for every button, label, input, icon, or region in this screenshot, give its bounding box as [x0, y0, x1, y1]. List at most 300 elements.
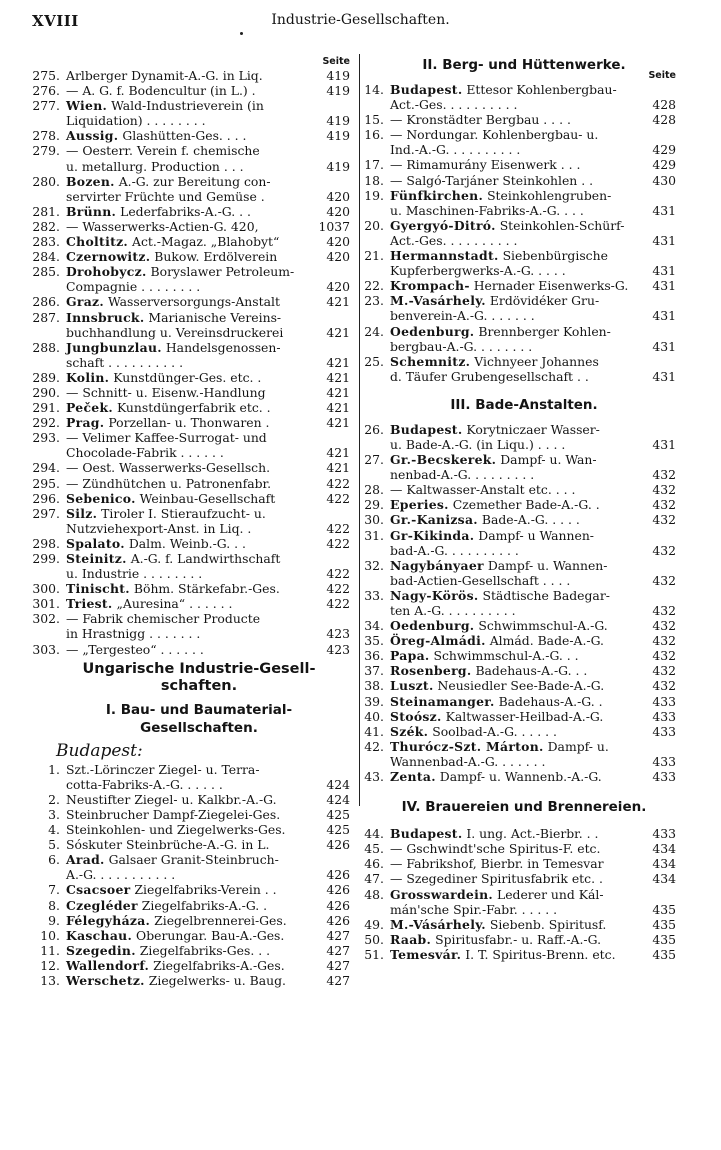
entry-name: Siebenb. Spiritusf.	[489, 916, 607, 932]
entry-number: 41.	[364, 723, 384, 739]
entry-place: Nagy-Körös.	[390, 587, 479, 603]
entry-place: Czegléder	[66, 897, 138, 913]
index-entry	[364, 946, 676, 962]
entry-list-berg	[364, 82, 676, 384]
index-entry	[364, 738, 676, 769]
entry-name: Erdövidéker Gru-	[489, 293, 600, 309]
entry-page: 426	[326, 837, 350, 853]
entry-name: Lederer und Kál-	[496, 886, 604, 902]
entry-place: Temesvár.	[390, 946, 462, 962]
entry-place: Sebenico.	[66, 490, 136, 506]
entry-place: Innsbruck.	[66, 309, 145, 325]
entry-page: 422	[326, 490, 350, 506]
entry-place: Csacsoer	[66, 882, 131, 898]
entry-place: Nagybányaer	[390, 557, 484, 573]
entry-page: 421	[326, 324, 350, 340]
entry-number: 6.	[48, 852, 60, 868]
entry-page: 420	[326, 203, 350, 219]
entry-place: Fünfkirchen.	[390, 187, 484, 203]
entry-page: 425	[326, 822, 350, 838]
entry-page: 434	[652, 841, 676, 857]
entry-number: 49.	[364, 916, 384, 932]
index-entry	[32, 203, 350, 219]
entry-place: Tinischt.	[66, 581, 130, 597]
entry-number: 293.	[32, 430, 60, 446]
entry-number: 14.	[364, 82, 384, 97]
entry-name: Marianische Vereins-	[148, 309, 282, 325]
entry-number: 43.	[364, 769, 384, 785]
index-entry	[48, 792, 350, 807]
entry-place: Grosswardein.	[390, 886, 494, 902]
entry-place: Gr-Kikinda.	[390, 527, 475, 543]
entry-name: Boryslawer Petroleum-	[150, 264, 295, 280]
entry-number: 287.	[32, 309, 60, 325]
index-entry	[32, 415, 350, 431]
seite-label: Seite	[322, 56, 350, 67]
entry-number: 44.	[364, 826, 384, 842]
index-entry	[364, 248, 676, 279]
entry-page: 429	[652, 142, 676, 158]
index-entry	[364, 769, 676, 785]
entry-name-continued: Nutzviehexport-Anst. in Liq. .	[66, 520, 252, 536]
index-entry	[32, 68, 350, 83]
entry-page: 431	[652, 436, 676, 452]
entry-page: 431	[652, 308, 676, 324]
entry-number: 281.	[32, 203, 60, 219]
index-entry	[364, 663, 676, 679]
entry-number: 26.	[364, 421, 384, 437]
entry-number: 39.	[364, 693, 384, 709]
entry-name: I. T. Spiritus-Brenn. etc.	[465, 946, 616, 962]
entry-name: — Szegediner Spiritusfabrik etc. .	[390, 871, 603, 887]
entry-page: 426	[326, 897, 350, 913]
entry-name-continued: bad-A.-G. . . . . . . . . .	[390, 542, 519, 558]
entry-name: Glashütten-Ges. . . .	[122, 128, 247, 144]
entry-page: 431	[652, 263, 676, 279]
entry-number: 277.	[32, 98, 60, 114]
entry-number: 22.	[364, 278, 384, 294]
entry-name: Porzellan- u. Thonwaren .	[108, 415, 270, 431]
entry-name: Badehaus-A.-G. . .	[475, 663, 588, 679]
entry-page: 419	[326, 113, 350, 129]
entry-name: Ziegelfabriks-Ges. . .	[139, 942, 271, 958]
left-column	[32, 56, 350, 988]
index-entry	[364, 708, 676, 724]
entry-number: 34.	[364, 618, 384, 634]
entry-name: Badehaus-A.-G. .	[498, 693, 603, 709]
entry-name: Neusiedler See-Bade-A.-G.	[437, 678, 605, 694]
entry-page: 419	[326, 128, 350, 144]
entry-number: 33.	[364, 587, 384, 603]
entry-number: 38.	[364, 678, 384, 694]
entry-page: 422	[326, 520, 350, 536]
entry-number: 20.	[364, 217, 384, 233]
entry-page: 419	[326, 158, 350, 174]
entry-page: 432	[652, 678, 676, 694]
entry-number: 298.	[32, 535, 60, 551]
entry-page: 423	[326, 641, 350, 657]
entry-name-continued: mán'sche Spir.-Fabr. . . . . .	[390, 901, 558, 917]
entry-name: Ziegelwerks- u. Baug.	[148, 972, 286, 988]
entry-page: 421	[326, 460, 350, 476]
entry-page: 435	[652, 931, 676, 947]
entry-name-continued: schaft . . . . . . . . . .	[66, 354, 184, 370]
section-heading-bade: III. Bade-Anstalten.	[450, 396, 598, 413]
entry-page: 433	[652, 693, 676, 709]
entry-number: 2.	[48, 791, 60, 807]
entry-name: Neustifter Ziegel- u. Kalkbr.-A.-G.	[66, 791, 277, 807]
entry-page: 421	[326, 294, 350, 310]
entry-name: Wald-Industrieverein (in	[111, 98, 264, 114]
entry-number: 18.	[364, 172, 384, 188]
entry-number: 279.	[32, 143, 60, 159]
seite-label: Seite	[648, 70, 676, 81]
entry-page: 421	[326, 384, 350, 400]
entry-name: Steinbrucher Dampf-Ziegelei-Ges.	[66, 806, 281, 822]
entry-name: Bukow. Erdölverein	[154, 249, 278, 265]
section-heading-brauereien: IV. Brauereien und Brennereien.	[401, 799, 647, 816]
entry-number: 23.	[364, 293, 384, 309]
entry-place: Hermannstadt.	[390, 248, 499, 264]
entry-number: 15.	[364, 112, 384, 128]
index-entry	[32, 264, 350, 295]
index-entry	[32, 249, 350, 265]
index-entry	[364, 217, 676, 248]
heading-line: schaften.	[160, 677, 238, 694]
entry-number: 45.	[364, 841, 384, 857]
index-entry	[32, 400, 350, 416]
entry-page: 431	[652, 278, 676, 294]
entry-number: 28.	[364, 482, 384, 498]
entry-page: 424	[326, 776, 350, 792]
index-entry	[364, 112, 676, 128]
entry-page: 432	[652, 542, 676, 558]
entry-page: 421	[326, 445, 350, 461]
entry-place: Eperies.	[390, 497, 449, 513]
city-heading: Budapest:	[56, 740, 143, 761]
entry-page: 419	[326, 83, 350, 99]
entry-name: Kaltwasser-Heilbad-A.-G.	[445, 708, 604, 724]
entry-place: Drohobycz.	[66, 264, 147, 280]
entry-page: 431	[652, 338, 676, 354]
entry-number: 289.	[32, 369, 60, 385]
entry-name: Böhm. Stärkefabr.-Ges.	[133, 581, 280, 597]
entry-page: 425	[326, 806, 350, 822]
index-entry	[364, 618, 676, 634]
entry-place: Rosenberg.	[390, 663, 472, 679]
entry-number: 1.	[48, 761, 60, 777]
entry-name: Kunstdünger-Ges. etc. .	[113, 369, 262, 385]
entry-place: Budapest.	[390, 82, 463, 97]
entry-number: 282.	[32, 218, 60, 234]
index-entry	[48, 822, 350, 837]
entry-name: — Oest. Wasserwerks-Gesellsch.	[66, 460, 271, 476]
entry-name: Vichnyeer Johannes	[474, 353, 599, 369]
entry-page: 435	[652, 946, 676, 962]
entry-name: — Wasserwerks-Actien-G. 420,	[66, 218, 259, 234]
entry-name: Ziegelfabriks-Verein . .	[134, 882, 277, 898]
index-entry	[32, 309, 350, 340]
entry-place: Peček.	[66, 400, 113, 416]
entry-number: 21.	[364, 248, 384, 264]
entry-number: 37.	[364, 663, 384, 679]
entry-page: 432	[652, 633, 676, 649]
entry-page: 432	[652, 497, 676, 513]
heading-line: Ungarische Industrie-Gesell-	[82, 660, 316, 677]
entry-name-continued: bad-Actien-Gesellschaft . . . .	[390, 572, 571, 588]
entry-place: Oedenburg.	[390, 618, 475, 634]
entry-place: Oedenburg.	[390, 323, 475, 339]
entry-name: — Velimer Kaffee-Surrogat- und	[66, 430, 267, 446]
entry-name: I. ung. Act.-Bierbr. . .	[466, 826, 599, 842]
entry-place: Gyergyó-Ditró.	[390, 217, 496, 233]
entry-list-bade	[364, 421, 676, 785]
entry-name: Dalm. Weinb.-G. . .	[128, 535, 246, 551]
entry-number: 30.	[364, 512, 384, 528]
entry-number: 25.	[364, 353, 384, 369]
entry-page: 433	[652, 769, 676, 785]
page-number: XVIII	[32, 12, 79, 30]
entry-place: Kolin.	[66, 369, 110, 385]
entry-number: 283.	[32, 234, 60, 250]
page-header	[0, 8, 721, 32]
entry-place: Brünn.	[66, 203, 117, 219]
section-heading-bau: I. Bau- und Baumaterial-Gesellschaften.	[105, 701, 293, 736]
entry-page: 430	[652, 172, 676, 188]
entry-number: 36.	[364, 648, 384, 664]
index-entry	[364, 157, 676, 173]
page-title: Industrie-Gesellschaften.	[271, 12, 450, 28]
index-entry	[364, 841, 676, 857]
entry-page: 420	[326, 249, 350, 265]
entry-number: 31.	[364, 527, 384, 543]
entry-place: Steinamanger.	[390, 693, 495, 709]
entry-page: 420	[326, 279, 350, 295]
entry-name-continued: buchhandlung u. Vereinsdruckerei	[66, 324, 284, 340]
index-entry	[364, 452, 676, 483]
index-entry	[364, 127, 676, 158]
entry-page: 431	[652, 232, 676, 248]
entry-page: 424	[326, 791, 350, 807]
entry-number: 5.	[48, 837, 60, 853]
entry-page: 434	[652, 871, 676, 887]
index-entry	[364, 278, 676, 294]
index-entry	[32, 551, 350, 582]
entry-page: 432	[652, 648, 676, 664]
entry-name: Sóskuter Steinbrüche-A.-G. in L.	[66, 837, 270, 853]
entry-place: Spalato.	[66, 535, 125, 551]
entry-name: Almád. Bade-A.-G.	[489, 633, 604, 649]
entry-place: Czernowitz.	[66, 249, 151, 265]
entry-place: Szegedin.	[66, 942, 136, 958]
entry-number: 9.	[48, 912, 60, 928]
entry-place: Steinitz.	[66, 551, 127, 566]
entry-name: — A. G. f. Bodencultur (in L.) .	[66, 83, 256, 99]
entry-number: 284.	[32, 249, 60, 265]
entry-number: 17.	[364, 157, 384, 173]
entry-name: Korytniczaer Wasser-	[466, 421, 600, 437]
entry-name: „Auresina“ . . . . . .	[116, 596, 233, 612]
entry-page: 427	[326, 942, 350, 958]
entry-place: Stoósz.	[390, 708, 442, 724]
entry-name-continued: Act.-Ges. . . . . . . . . .	[390, 97, 518, 113]
entry-page: 420	[326, 188, 350, 204]
entry-place: Budapest.	[390, 826, 463, 842]
entry-number: 16.	[364, 127, 384, 143]
entry-name: Steinkohlengruben-	[487, 187, 612, 203]
entry-name: — Rimamurány Eisenwerk . . .	[390, 157, 581, 173]
entry-number: 47.	[364, 871, 384, 887]
entry-place: Triest.	[66, 596, 113, 612]
entry-name-continued: Wannenbad-A.-G. . . . . . .	[390, 753, 546, 769]
entry-number: 50.	[364, 931, 384, 947]
entry-name: Ziegelbrennerei-Ges.	[154, 912, 287, 928]
entry-number: 290.	[32, 384, 60, 400]
entry-number: 294.	[32, 460, 60, 476]
entry-place: Aussig.	[66, 128, 119, 144]
entry-page: 426	[326, 867, 350, 883]
entry-name: Galsaer Granit-Steinbruch-	[108, 852, 279, 868]
entry-number: 48.	[364, 886, 384, 902]
entry-number: 11.	[40, 942, 60, 958]
entry-page: 433	[652, 826, 676, 842]
index-entry	[40, 957, 350, 973]
index-entry	[40, 942, 350, 958]
entry-place: Luszt.	[390, 678, 434, 694]
index-entry	[40, 927, 350, 943]
entry-place: Wallendorf.	[66, 957, 150, 973]
entry-page: 434	[652, 856, 676, 872]
entry-name-continued: u. Industrie . . . . . . . .	[66, 566, 203, 582]
entry-number: 40.	[364, 708, 384, 724]
index-entry	[32, 143, 350, 174]
index-entry	[364, 353, 676, 384]
index-entry	[364, 557, 676, 588]
entry-number: 286.	[32, 294, 60, 310]
entry-place: M.-Vasárhely.	[390, 293, 486, 309]
entry-name: A.-G. zur Bereitung con-	[118, 173, 271, 189]
entry-page: 1037	[318, 218, 350, 234]
index-entry	[32, 83, 350, 99]
entry-name: — Oesterr. Verein f. chemische	[66, 143, 260, 159]
entry-page: 420	[326, 234, 350, 250]
entry-number: 8.	[48, 897, 60, 913]
index-entry	[364, 512, 676, 528]
entry-name-continued: u. metallurg. Production . . .	[66, 158, 244, 174]
entry-place: Bozen.	[66, 173, 115, 189]
entry-page: 429	[652, 157, 676, 173]
entry-list-bau	[40, 761, 350, 988]
entry-number: 7.	[48, 882, 60, 898]
entry-place: Choltitz.	[66, 234, 129, 250]
entry-page: 435	[652, 901, 676, 917]
entry-number: 4.	[48, 822, 60, 838]
index-entry	[364, 527, 676, 558]
entry-name-continued: nenbad-A.-G. . . . . . . . .	[390, 467, 535, 483]
entry-name: Dampf- u. Wannen-	[487, 557, 608, 573]
entry-name: Siebenbürgische	[502, 248, 608, 264]
entry-name: Spiritusfabr.- u. Raff.-A.-G.	[435, 931, 602, 947]
index-entry	[32, 173, 350, 204]
entry-name: Wasserversorgungs-Anstalt	[107, 294, 280, 310]
index-entry	[32, 505, 350, 536]
entry-place: M.-Vásárhely.	[390, 916, 486, 932]
entry-name: — Fabrik chemischer Producte	[66, 611, 261, 627]
entry-name: Hernader Eisenwerks-G.	[473, 278, 629, 294]
entry-name: — Fabrikshof, Bierbr. in Temesvar	[390, 856, 604, 872]
entry-name-continued: bergbau-A.-G. . . . . . . .	[390, 338, 533, 354]
entry-number: 300.	[32, 581, 60, 597]
entry-number: 19.	[364, 187, 384, 203]
index-entry	[32, 369, 350, 385]
entry-number: 278.	[32, 128, 60, 144]
entry-name: Ziegelfabriks-A.-Ges.	[153, 957, 285, 973]
entry-name-continued: u. Maschinen-Fabriks-A.-G. . . .	[390, 202, 584, 218]
entry-number: 46.	[364, 856, 384, 872]
index-entry	[364, 871, 676, 887]
entry-name: Czemether Bade-A.-G. .	[452, 497, 600, 513]
index-entry	[364, 723, 676, 739]
entry-page: 432	[652, 467, 676, 483]
entry-place: Graz.	[66, 294, 104, 310]
section-heading-berg: II. Berg- und Hüttenwerke.	[422, 57, 626, 73]
entry-number: 291.	[32, 400, 60, 416]
entry-name: Lederfabriks-A.-G. . .	[120, 203, 251, 219]
entry-page: 428	[652, 97, 676, 113]
entry-number: 297.	[32, 505, 60, 521]
index-entry	[364, 916, 676, 932]
index-entry	[32, 218, 350, 234]
section-heading-ungarische	[48, 661, 350, 695]
index-entry	[32, 430, 350, 461]
entry-page: 432	[652, 572, 676, 588]
entry-name-continued: Kupferbergwerks-A.-G. . . . .	[390, 263, 566, 279]
entry-page: 422	[326, 475, 350, 491]
index-entry	[48, 762, 350, 792]
index-entry	[32, 641, 350, 657]
entry-number: 10.	[40, 927, 60, 943]
entry-name-continued: u. Bade-A.-G. (in Liqu.) . . . .	[390, 436, 566, 452]
entry-place: Gr.-Becskerek.	[390, 452, 497, 468]
entry-number: 303.	[32, 641, 60, 657]
entry-name: Schwimmschul-A.-G. . .	[433, 648, 579, 664]
entry-place: Szék.	[390, 723, 429, 739]
index-entry	[364, 648, 676, 664]
index-entry	[364, 931, 676, 947]
entry-page: 433	[652, 723, 676, 739]
entry-page: 432	[652, 512, 676, 528]
entry-name: Ettesor Kohlenbergbau-	[466, 82, 617, 97]
entry-name: Dampf- u. Wan-	[500, 452, 597, 468]
index-entry	[364, 633, 676, 649]
entry-number: 275.	[32, 68, 60, 83]
entry-place: Krompach-	[390, 278, 470, 294]
index-entry	[32, 128, 350, 144]
entry-page: 432	[652, 603, 676, 618]
entry-page: 421	[326, 400, 350, 416]
index-entry	[48, 913, 350, 928]
entry-name-continued: cotta-Fabriks-A.-G. . . . . .	[66, 776, 223, 792]
entry-name: Steinkohlen-Schürf-	[499, 217, 625, 233]
entry-number: 29.	[364, 497, 384, 513]
entry-name: Städtische Badegar-	[482, 587, 610, 603]
entry-place: Öreg-Almádi.	[390, 633, 486, 649]
entry-list-brauereien	[364, 826, 676, 962]
index-entry	[32, 581, 350, 597]
entry-number: 288.	[32, 339, 60, 355]
index-entry	[32, 98, 350, 129]
entry-name: Tiroler I. Stieraufzucht- u.	[101, 505, 266, 521]
